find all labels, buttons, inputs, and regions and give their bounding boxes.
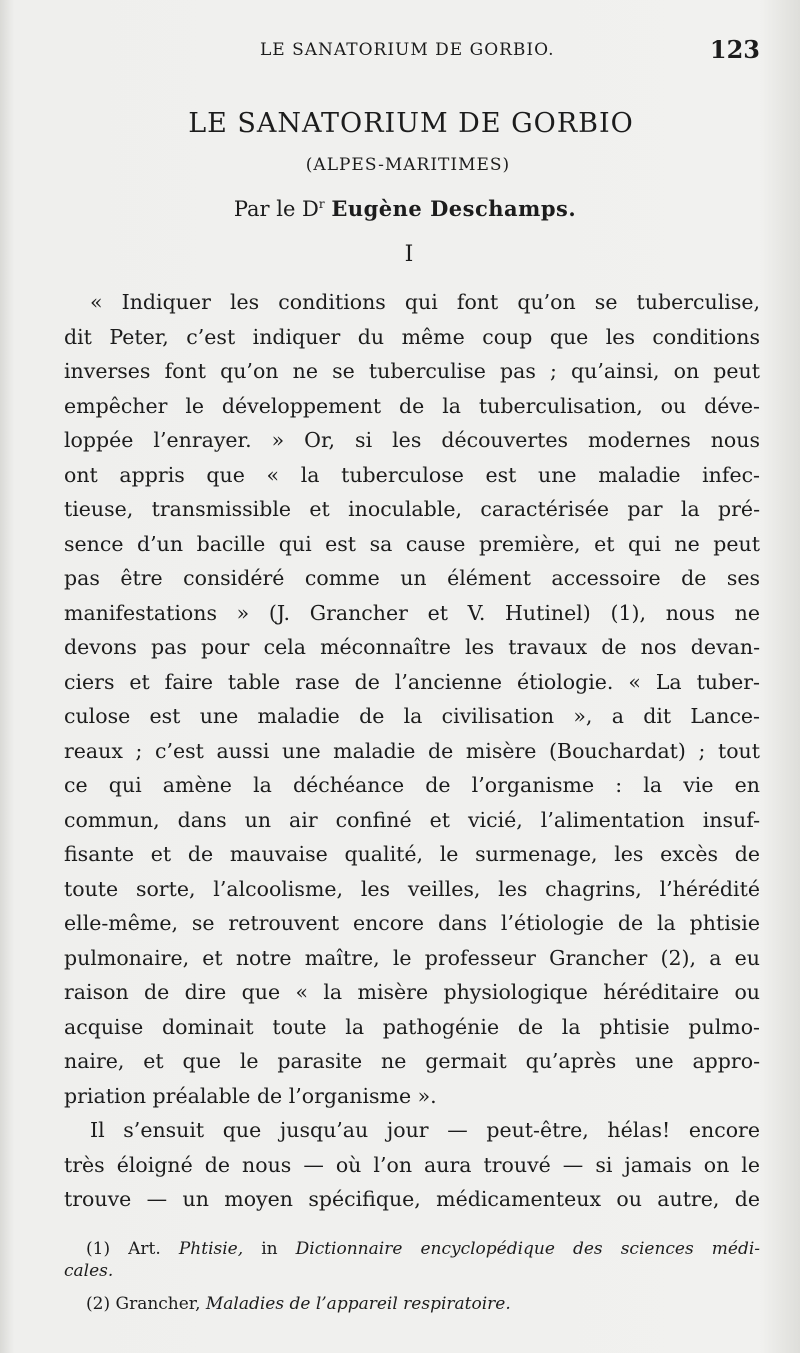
section-number: I (404, 242, 414, 267)
paragraph-2 (64, 1113, 760, 1217)
footnote-1-italic-b: Dictionnaire encyclopédique des sciences médi- (295, 1239, 760, 1259)
text-line: loppée l’enrayer. » Or, si les découvertes modernes nous (64, 428, 760, 452)
footnote-2-italic: Maladies de l’appareil respiratoire. (205, 1294, 511, 1314)
text-line: commun, dans un air confiné et vicié, l’alimentation insuf- (64, 807, 760, 832)
text-line: acquise dominait toute la pathogénie de la phtisie pulmo- (64, 1014, 760, 1039)
footnote-1-continuation (64, 1260, 760, 1282)
text-line: elle-même, se retrouvent encore dans l’étiologie de la phtisie (64, 911, 760, 935)
page-number: 123 (709, 35, 760, 64)
text-line: fisante et de mauvaise qualité, le surmenage, les excès de (64, 842, 760, 866)
article-subtitle: (ALPES-MARITIMES) (305, 155, 511, 175)
text-line: sence d’un bacille qui est sa cause première, et qui ne peut (64, 531, 760, 556)
text-line: manifestations » (J. Grancher et V. Hutinel) (1), nous ne (64, 600, 760, 625)
text-line: dit Peter, c’est indiquer du même coup que les conditions (64, 324, 760, 349)
footnote-1-marker: (1) Art. (86, 1239, 161, 1259)
footnote-1-in: in (261, 1239, 278, 1259)
byline-author: Eugène Deschamps. (331, 196, 577, 221)
byline-sup: r (318, 197, 325, 211)
text-line: empêcher le développement de la tuberculisation, ou déve- (64, 393, 760, 418)
text-line: très éloigné de nous — où l’on aura trouvé — si jamais on le (64, 1152, 760, 1177)
text-line: trouve — un moyen spécifique, médicamenteux ou autre, de (64, 1187, 760, 1211)
text-line: naire, et que le parasite ne germait qu’après une appro- (64, 1049, 760, 1073)
footnote-1-cont: cales. (64, 1261, 114, 1281)
running-head (64, 35, 764, 68)
text-line: toute sorte, l’alcoolisme, les veilles, les chagrins, l’hérédité (64, 876, 760, 901)
footnote-1-italic-a: Phtisie, (178, 1239, 244, 1259)
text-line: devons pas pour cela méconnaître les travaux de nos devan- (64, 635, 760, 659)
text-line: ce qui amène la déchéance de l’organisme : la vie en (64, 773, 760, 797)
body-text (64, 285, 760, 1217)
footnotes (64, 1238, 760, 1315)
footnote-1 (64, 1238, 760, 1260)
byline (0, 196, 800, 221)
text-line: Il s’ensuit que jusqu’au jour — peut-être, hélas! encore (90, 1118, 760, 1142)
text-line: « Indiquer les conditions qui font qu’on se tuberculise, (90, 290, 760, 314)
text-line: priation préalable de l’organisme ». (64, 1083, 437, 1108)
footnote-2-marker: (2) Grancher, (86, 1294, 201, 1314)
paragraph-1 (64, 285, 760, 1113)
text-line: ont appris que « la tuberculose est une maladie infec- (64, 462, 760, 487)
text-line: tieuse, transmissible et inoculable, caractérisée par la pré- (64, 497, 760, 521)
running-title: LE SANATORIUM DE GORBIO. (260, 40, 555, 60)
article-title: LE SANATORIUM DE GORBIO (188, 108, 634, 139)
text-line: reaux ; c’est aussi une maladie de misère (Bouchardat) ; tout (64, 738, 760, 763)
text-line: culose est une maladie de la civilisation », a dit Lance- (64, 704, 760, 728)
text-line: inverses font qu’on ne se tuberculise pas ; qu’ainsi, on peut (64, 359, 760, 383)
text-line: ciers et faire table rase de l’ancienne étiologie. « La tuber- (64, 669, 760, 694)
byline-prefix: Par le D (233, 197, 319, 221)
text-line: pas être considéré comme un élément accessoire de ses (64, 566, 760, 590)
text-line: pulmonaire, et notre maître, le professeur Grancher (2), a eu (64, 945, 760, 970)
text-line: raison de dire que « la misère physiologique héréditaire ou (64, 980, 760, 1004)
footnote-2 (64, 1293, 760, 1315)
